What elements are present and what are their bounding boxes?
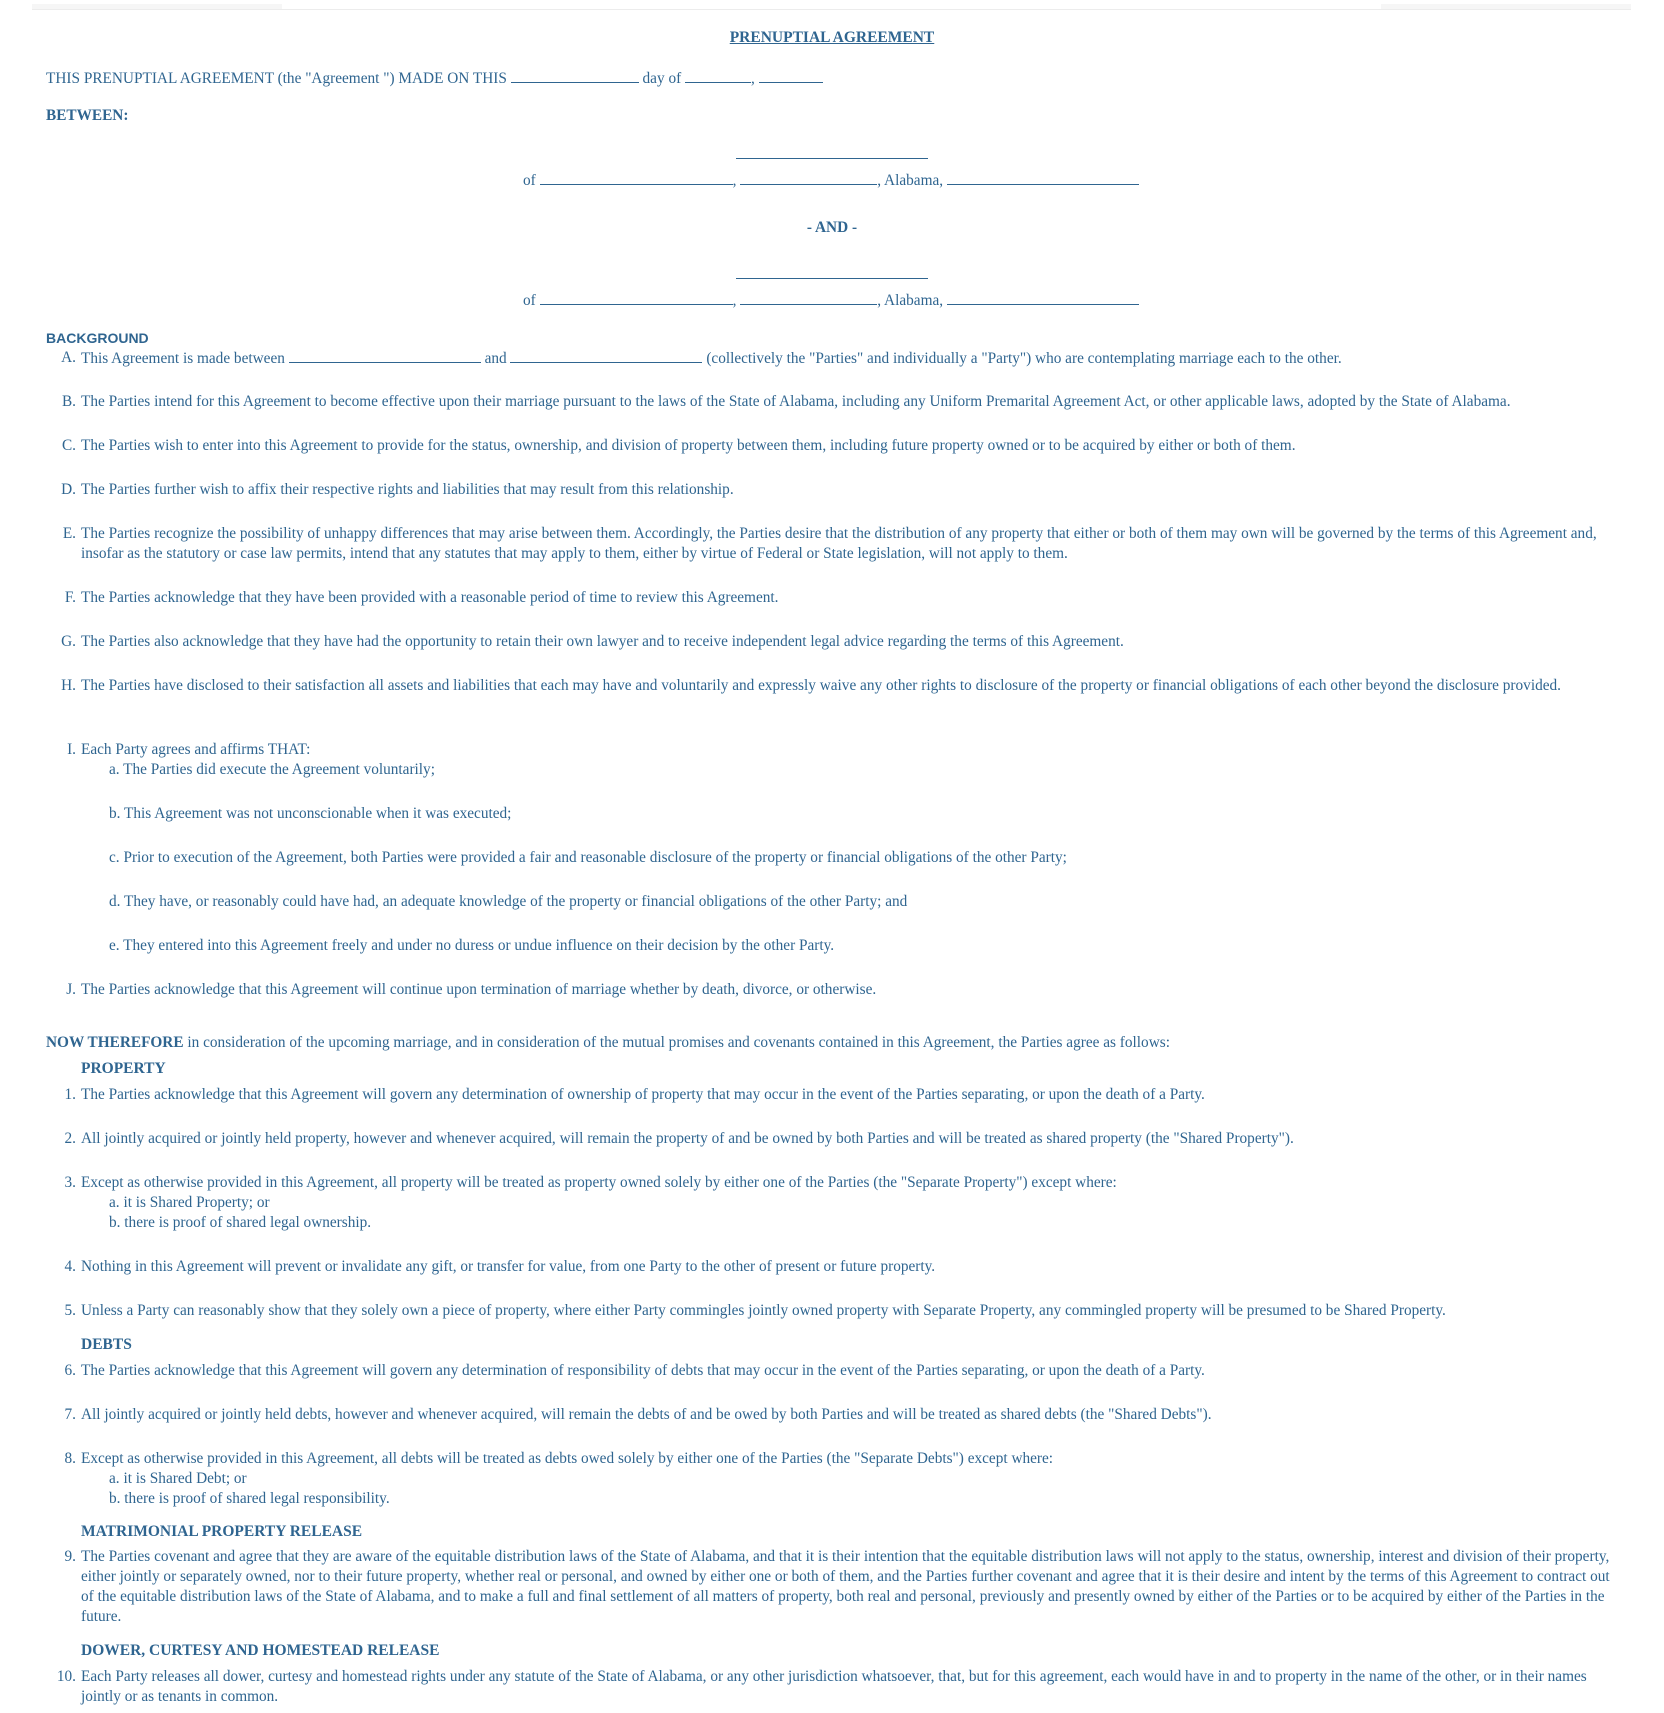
party1-address-line [523, 170, 1139, 191]
clause-text: All jointly acquired or jointly held property, however and whenever acquired, will remain the property of and be owned by both Parties and will be treated as shared property (the "Shared Property"). [81, 1130, 1294, 1147]
clause-label: 10. [56, 1668, 76, 1685]
clause-label: 4. [64, 1258, 76, 1275]
item-label: B. [61, 393, 76, 410]
party1-state: , Alabama, [877, 172, 944, 189]
item-text: The Parties wish to enter into this Agreement to provide for the status, ownership, and division of property between them, including future property owned or to be acquired by either or both of them. [81, 437, 1296, 454]
item-label: C. [61, 437, 76, 454]
item-text: Each Party agrees and affirms THAT: [81, 741, 311, 758]
clause-label: 3. [64, 1174, 76, 1191]
party2-comma: , [732, 292, 737, 309]
item-text: The Parties acknowledge that they have been provided with a reasonable period of time to review this Agreement. [81, 589, 779, 606]
blank-year-field[interactable] [759, 68, 823, 83]
clause-text: Nothing in this Agreement will prevent or invalidate any gift, or transfer for value, from one Party to the other of present or future property. [81, 1258, 936, 1275]
item-text: The Parties also acknowledge that they have had the opportunity to retain their own lawyer and to receive independent legal advice regarding the terms of this Agreement. [81, 633, 1124, 650]
and-separator: - AND - [806, 219, 858, 236]
item-text: The Parties recognize the possibility of unhappy differences that may arise between them. Accordingly, the Parties desire that the distribution of any property that either or both of them may own will be governed by the terms of this Agreement and, insofar as the statutory or case law permits, intend that any statutes that may apply to them, either by virtue of Federal or State legislation, will not apply to them. [81, 525, 1597, 562]
clause-label: 7. [64, 1406, 76, 1423]
party2-address-line [523, 290, 1139, 311]
item-text: The Parties intend for this Agreement to become effective upon their marriage pursuant to the laws of the State of Alabama, including any Uniform Premarital Agreement Act, or other applicable laws, adopted by the State of Alabama. [81, 393, 1511, 410]
party1-comma: , [732, 172, 737, 189]
blank-month-field[interactable] [685, 68, 751, 83]
item-a-pre: This Agreement is made between [81, 350, 285, 367]
clause-label: 8. [64, 1450, 76, 1467]
clause-text: Except as otherwise provided in this Agreement, all property will be treated as property owned solely by either one of the Parties (the "Separate Property") except where: [81, 1174, 1117, 1191]
item-label: A. [61, 349, 76, 366]
item-text: The Parties further wish to affix their respective rights and liabilities that may result from this relationship. [81, 481, 734, 498]
party2-zip-field[interactable] [947, 290, 1139, 305]
between-label: BETWEEN: [46, 107, 129, 124]
clause-label: 6. [64, 1362, 76, 1379]
clause-text: The Parties acknowledge that this Agreement will govern any determination of ownership of property that may occur in the event of the Parties separating, or upon the death of a Party. [81, 1086, 1205, 1103]
item-label: G. [61, 633, 76, 650]
now-therefore-bold: NOW THEREFORE [46, 1034, 184, 1051]
toolbar-tab-left [32, 4, 282, 9]
party1-city-field[interactable] [740, 170, 877, 185]
intro-comma: , [751, 70, 755, 87]
party1-of: of [523, 172, 536, 189]
clause-text: The Parties acknowledge that this Agreement will govern any determination of responsibility of debts that may occur in the event of the Parties separating, or upon the death of a Party. [81, 1362, 1205, 1379]
intro-text: THIS PRENUPTIAL AGREEMENT (the "Agreement ") MADE ON THIS [46, 70, 507, 87]
clause-label: 5. [64, 1302, 76, 1319]
item-text: The Parties have disclosed to their satisfaction all assets and liabilities that each may have and voluntarily and expressly waive any other rights to disclosure of the property or financial obligations of each other beyond the disclosure provided. [81, 677, 1561, 694]
background-heading: BACKGROUND [46, 330, 149, 346]
section-heading-property: PROPERTY [81, 1060, 166, 1077]
clause-8-subitem-b: b. there is proof of shared legal responsibility. [109, 1490, 390, 1507]
item-i-subitem-c: c. Prior to execution of the Agreement, both Parties were provided a fair and reasonable disclosure of the property or financial obligations of the other Party; [109, 849, 1067, 866]
section-heading-debts: DEBTS [81, 1336, 132, 1353]
item-label: F. [64, 589, 76, 606]
party2-of: of [523, 292, 536, 309]
clause-8-subitem-a: a. it is Shared Debt; or [109, 1470, 247, 1487]
party1-name-field[interactable] [736, 144, 928, 159]
clause-text: All jointly acquired or jointly held debts, however and whenever acquired, will remain the debts of and be owed by both Parties and will be treated as shared debts (the "Shared Debts"). [81, 1406, 1212, 1423]
blank-day-field[interactable] [511, 68, 639, 83]
item-label: J. [66, 981, 76, 998]
clause-label: 2. [64, 1130, 76, 1147]
clause-text: Unless a Party can reasonably show that they solely own a piece of property, where either Party commingles jointly owned property with Separate Property, any commingled property will be presumed to be Shared Property. [81, 1302, 1446, 1319]
party2-name-line [736, 264, 928, 285]
item-i-subitem-b: b. This Agreement was not unconscionable when it was executed; [109, 805, 512, 822]
party1-name-line [736, 144, 928, 165]
item-i-subitem-e: e. They entered into this Agreement freely and under no duress or undue influence on their decision by the other Party. [109, 937, 835, 954]
party2-name-blank[interactable] [510, 348, 702, 363]
item-i-subitem-d: d. They have, or reasonably could have had, an adequate knowledge of the property or financial obligations of the other Party; and [109, 893, 908, 910]
clause-label: 1. [64, 1086, 76, 1103]
item-label: E. [62, 525, 76, 542]
item-i-subitem-a: a. The Parties did execute the Agreement voluntarily; [109, 761, 435, 778]
item-text: The Parties acknowledge that this Agreement will continue upon termination of marriage whether by death, divorce, or otherwise. [81, 981, 877, 998]
top-toolbar [32, 0, 1631, 10]
party2-city-field[interactable] [740, 290, 877, 305]
party2-street-field[interactable] [540, 290, 733, 305]
intro-day-of: day of [642, 70, 682, 87]
party1-street-field[interactable] [540, 170, 733, 185]
clause-text: Each Party releases all dower, curtesy and homestead rights under any statute of the State of Alabama, or any other jurisdiction whatsoever, that, but for this agreement, each would have in and to property in the name of the other, or in their names jointly or as tenants in common. [81, 1668, 1587, 1705]
background-item-a [46, 348, 1626, 368]
intro-line [46, 68, 823, 89]
clause-3-subitem-b: b. there is proof of shared legal ownership. [109, 1214, 372, 1231]
party2-state: , Alabama, [877, 292, 944, 309]
item-text [81, 348, 1626, 369]
party1-zip-field[interactable] [947, 170, 1139, 185]
section-heading-matrimonial: MATRIMONIAL PROPERTY RELEASE [81, 1523, 363, 1540]
clause-label: 9. [64, 1548, 76, 1565]
item-label: H. [61, 677, 76, 694]
clause-3-subitem-a: a. it is Shared Property; or [109, 1194, 270, 1211]
toolbar-tab-right [1381, 4, 1631, 9]
clause-text: Except as otherwise provided in this Agreement, all debts will be treated as debts owed solely by either one of the Parties (the "Separate Debts") except where: [81, 1450, 1054, 1467]
item-label: I. [67, 741, 76, 758]
item-label: D. [61, 481, 76, 498]
document-title: PRENUPTIAL AGREEMENT [729, 29, 935, 46]
section-heading-dower: DOWER, CURTESY AND HOMESTEAD RELEASE [81, 1642, 440, 1659]
party1-name-blank[interactable] [289, 348, 481, 363]
now-therefore-text: in consideration of the upcoming marriage, and in consideration of the mutual promises and covenants contained in this Agreement, the Parties agree as follows: [183, 1034, 1170, 1051]
item-a-and: and [484, 350, 507, 367]
item-a-post: (collectively the "Parties" and individually a "Party") who are contemplating marriage each to the other. [706, 350, 1342, 367]
clause-text: The Parties covenant and agree that they are aware of the equitable distribution laws of the State of Alabama, and that it is their intention that the equitable distribution laws will not apply to the status, ownership, interest and division of their property, either jointly or separately owned, nor to their future property, whether real or personal, and owned by either one or both of them, and the Parties further covenant and agree that it is their desire and intent by the terms of this Agreement to contract out of the equitable distribution laws of the State of Alabama, and to make a full and final settlement of all matters of property, both real and personal, previously and presently owned by either of the Parties or to be acquired by either of the Parties in the future. [81, 1548, 1610, 1625]
now-therefore-paragraph [46, 1033, 1170, 1053]
party2-name-field[interactable] [736, 264, 928, 279]
